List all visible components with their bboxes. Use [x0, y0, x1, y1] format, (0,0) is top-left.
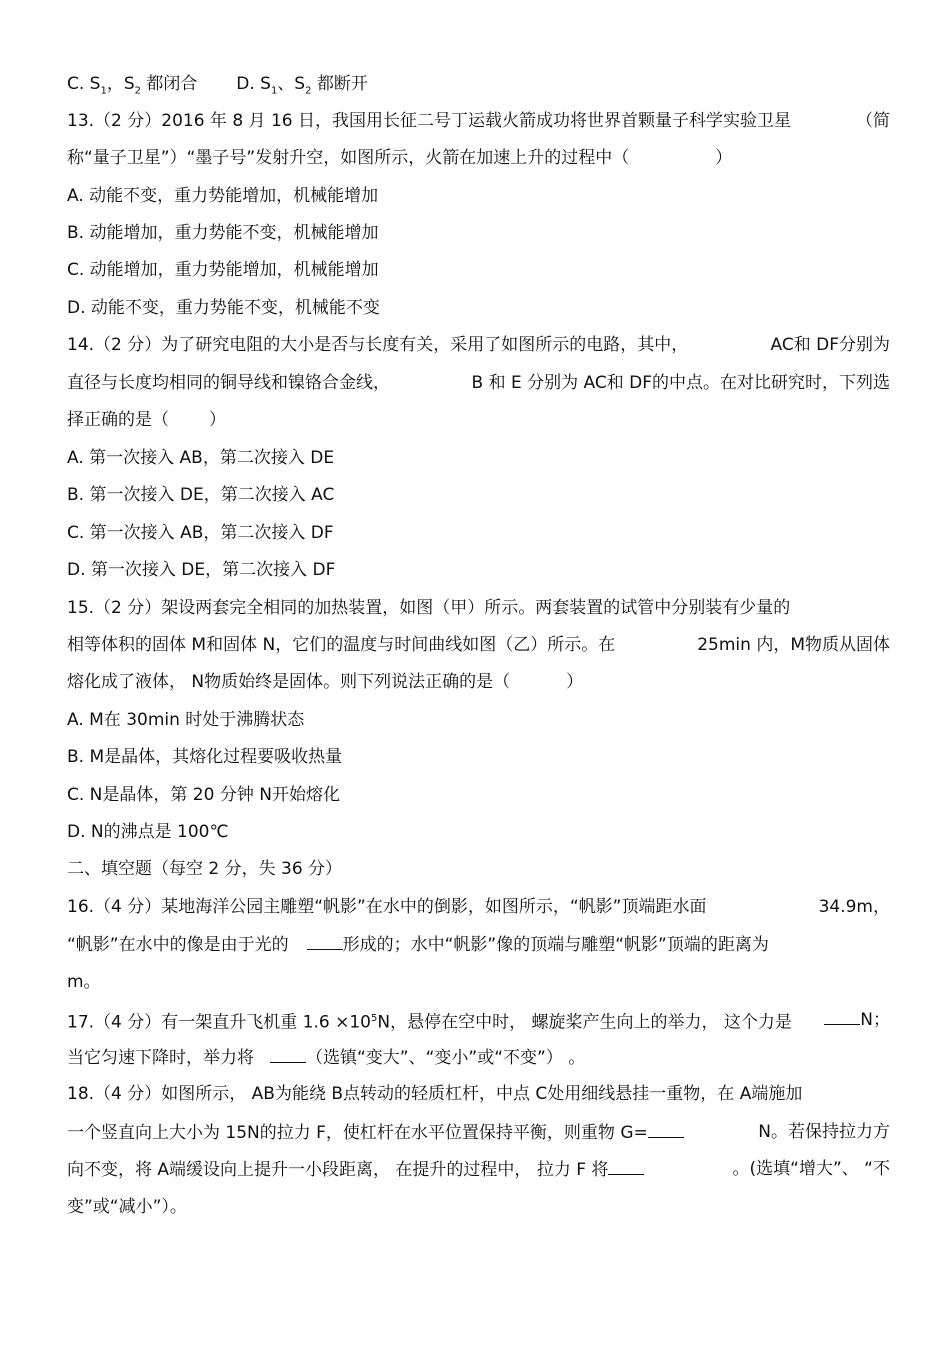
q18-stem-line3: 向不变，将 A端缓设向上提升一小段距离， 在提升的过程中， 拉力 F 将 。(选填“增大”、 “不 [67, 1159, 890, 1180]
q16-stem-line1: 16.（4 分）某地海洋公园主雕塑“帆影”在水中的倒影，如图所示，“帆影”顶端距水面 34.9m， [67, 897, 890, 917]
q12-option-d: D. $S_1$、$S_2$ 都断开 [236, 74, 368, 96]
q17-stem-line2: 当它匀速下降时，举力将 （选镇“变大”、“变小”或“不变”） 。 [67, 1045, 890, 1069]
q14-stem-line3: 择正确的是（ ） [67, 410, 226, 430]
q17-blank-1[interactable] [824, 1007, 860, 1025]
q14-option-c: C. 第一次接入 AB，第二次接入 DF [67, 523, 334, 543]
q16-stem-line2: “帆影”在水中的像是由于光的 形成的；水中“帆影”像的顶端与雕塑“帆影”顶端的距离为 [67, 932, 890, 956]
section2-title: 二、填空题（每空 2 分，失 36 分） [67, 859, 343, 879]
q13-option-b: B. 动能增加，重力势能不变，机械能增加 [67, 223, 379, 243]
q12-option-c: C. $S_1$，$S_2$ 都闭合 [67, 74, 198, 96]
q13-option-c: C. 动能增加，重力势能增加，机械能增加 [67, 260, 379, 280]
q16-stem-line3: m。 [67, 972, 101, 992]
q15-stem-line1: 15.（2 分）架设两套完全相同的加热装置，如图（甲）所示。两套装置的试管中分别装有少量的 [67, 598, 791, 618]
q14-option-b: B. 第一次接入 DE，第二次接入 AC [67, 485, 335, 505]
q18-stem-line4: 变”或“减小”）。 [67, 1197, 187, 1217]
q18-stem-line1: 18.（4 分）如图所示， AB为能绕 B点转动的轻质杠杆，中点 C处用细线悬挂一重物，在 A端施加 [67, 1084, 803, 1104]
q15-option-d: D. N的沸点是 100℃ [67, 822, 229, 842]
q17-blank-2[interactable] [270, 1045, 306, 1063]
q18-stem-line2: 一个竖直向上大小为 15N的拉力 F，使杠杆在水平位置保持平衡，则重物 G= N。若保持拉力方 [67, 1122, 890, 1143]
q13-option-a: A. 动能不变，重力势能增加，机械能增加 [67, 186, 379, 206]
q18-blank-2[interactable] [608, 1157, 644, 1175]
q15-stem-line3: 熔化成了液体， N物质始终是固体。则下列说法正确的是（ ） [67, 672, 584, 692]
q13-stem-line2: 称“量子卫星”）“墨子号”发射升空，如图所示，火箭在加速上升的过程中（ ） [67, 148, 733, 168]
q14-stem-line2: 直径与长度均相同的铜导线和镍铬合金线， B 和 E 分别为 AC和 DF的中点。在对比研究时，下列选 [67, 373, 890, 393]
q13-option-d: D. 动能不变，重力势能不变，机械能不变 [67, 298, 380, 318]
q13-stem-line1: 13.（2 分）2016 年 8 月 16 日，我国用长征二号丁运载火箭成功将世界首颗量子科学实验卫星 （简 [67, 111, 890, 131]
q14-option-a: A. 第一次接入 AB，第二次接入 DE [67, 448, 335, 468]
q14-option-d: D. 第一次接入 DE，第二次接入 DF [67, 560, 336, 580]
q16-blank-1[interactable] [307, 932, 343, 950]
q12-options-cd [67, 72, 890, 96]
q15-stem-line2: 相等体积的固体 M和固体 N，它们的温度与时间曲线如图（乙）所示。在 25min 内，M物质从固体 [67, 635, 890, 655]
q14-stem-line1: 14.（2 分）为了研究电阻的大小是否与长度有关，采用了如图所示的电路，其中， AC和 DF分别为 [67, 335, 890, 355]
q15-option-a: A. M在 30min 时处于沸腾状态 [67, 710, 305, 730]
q15-option-b: B. M是晶体，其熔化过程要吸收热量 [67, 747, 343, 767]
q17-stem-line1: 17.（4 分）有一架直升飞机重 $1.6 \times 10^5N$，悬停在空中时， 螺旋桨产生向上的举力， 这个力是 N； [67, 1007, 890, 1031]
q15-option-c: C. N是晶体，第 20 分钟 N开始熔化 [67, 785, 340, 805]
q18-blank-1[interactable] [648, 1120, 684, 1138]
